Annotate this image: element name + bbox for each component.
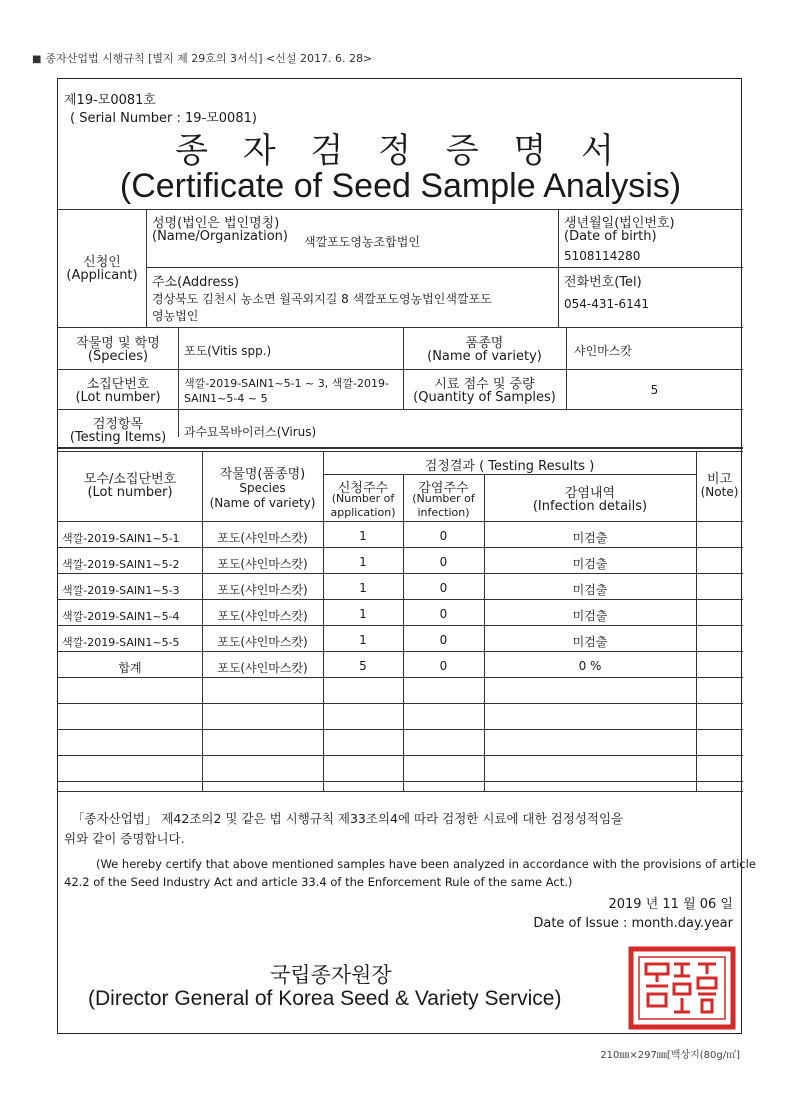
species-header-en-1: Species [239, 481, 286, 495]
divider [58, 677, 743, 678]
species-value: 포도(Vitis spp.) [184, 344, 272, 358]
lot-label-ko: 소집단번호 [86, 377, 150, 392]
legal-reference [32, 50, 372, 66]
applicant-label-en: (Applicant) [66, 268, 138, 283]
variety-label-ko: 품종명 [465, 336, 504, 351]
testing-items-label-en: (Testing Items) [69, 430, 167, 445]
row-3-infected: 0 [439, 581, 448, 595]
divider [58, 625, 743, 626]
variety-value: 샤인마스캇 [574, 344, 632, 358]
row-1-details: 미검출 [572, 531, 608, 545]
row-5-applied: 1 [359, 633, 367, 647]
total-infected: 0 [439, 659, 448, 673]
title-korean: 종 자 검 정 증 명 서 [175, 131, 626, 171]
divider [58, 447, 743, 449]
issue-date: 2019 년 11 월 06 일 [608, 897, 733, 912]
row-2-species: 포도(샤인마스캇) [217, 557, 308, 571]
divider [58, 791, 743, 792]
lot-header-en: (Lot number) [87, 485, 173, 500]
details-header-en: (Infection details) [532, 499, 648, 514]
name-label-en: (Name/Organization) [152, 229, 288, 244]
row-2-applied: 1 [359, 555, 367, 569]
serial-number-ko: 제19-모0081호 [64, 93, 156, 108]
divider [178, 327, 179, 437]
row-5-species: 포도(샤인마스캇) [217, 635, 308, 649]
divider [58, 703, 743, 704]
row-4-species: 포도(샤인마스캇) [217, 609, 308, 623]
row-4-infected: 0 [439, 607, 448, 621]
details-header-ko: 감염내역 [564, 486, 616, 501]
divider [696, 451, 697, 791]
divider [58, 451, 743, 452]
legal-note-text: 종자산업법 시행규칙 [별지 제 29호의 3서식] <신설 2017. 6. 28> [45, 52, 373, 65]
director-title-ko: 국립종자원장 [270, 963, 392, 987]
address-label: 주소(Address) [152, 275, 240, 290]
row-4-lot: 색깔-2019-SAIN1~5-4 [62, 610, 180, 623]
divider [58, 755, 743, 756]
infected-header-ko: 감염주수 [418, 481, 469, 496]
row-1-species: 포도(샤인마스캇) [217, 531, 308, 545]
divider [58, 327, 743, 328]
tel-value: 054-431-6141 [564, 297, 650, 311]
quantity-label-en: (Quantity of Samples) [413, 390, 556, 405]
divider [58, 599, 743, 600]
total-details: 0 % [578, 659, 602, 673]
note-header-ko: 비고 [706, 472, 733, 487]
row-3-lot: 색깔-2019-SAIN1~5-3 [62, 584, 180, 597]
row-4-details: 미검출 [572, 609, 608, 623]
applied-header-en-1: (Number of [331, 492, 395, 505]
lot-header-ko: 모수/소집단번호 [83, 472, 177, 487]
testing-items-label-ko: 검정항목 [92, 417, 144, 432]
issue-date-label: Date of Issue : month.day.year [533, 916, 733, 931]
row-1-infected: 0 [439, 529, 448, 543]
total-label: 합계 [118, 661, 142, 675]
infected-header-en-2: infection) [417, 506, 470, 519]
total-species: 포도(샤인마스캇) [217, 661, 308, 675]
row-1-lot: 색깔-2019-SAIN1~5-1 [62, 532, 180, 545]
applied-header-ko: 신청주수 [337, 481, 389, 496]
divider [58, 521, 743, 522]
official-seal-icon [628, 946, 736, 1030]
divider [58, 369, 743, 370]
square-bullet-icon: ■ [32, 54, 42, 65]
applicant-name-value: 색깔포도영농조합법인 [304, 235, 420, 249]
paper-size-note: 210㎜×297㎜[백상지(80g/㎡] [600, 1050, 740, 1061]
serial-number-en: ( Serial Number : 19-모0081) [70, 111, 257, 126]
applied-header-en-2: application) [330, 506, 396, 519]
divider [58, 573, 743, 574]
applicant-label-ko: 신청인 [83, 255, 121, 270]
row-5-lot: 색깔-2019-SAIN1~5-5 [62, 636, 180, 649]
row-5-details: 미검출 [572, 635, 608, 649]
species-header-ko: 작물명(품종명) [219, 467, 306, 482]
quantity-label-ko: 시료 점수 및 중량 [434, 377, 535, 392]
certification-en-line-2: 42.2 of the Seed Industry Act and article 33.4 of the Enforcement Rule of the same Act.) [64, 875, 573, 889]
address-line-1: 경상북도 김천시 농소면 월곡외지길 8 색깔포도영농법인색깔포도 [152, 292, 492, 306]
divider [58, 547, 743, 548]
row-3-applied: 1 [359, 581, 367, 595]
species-label-en: (Species) [87, 349, 149, 364]
tel-label: 전화번호(Tel) [564, 275, 642, 290]
row-2-lot: 색깔-2019-SAIN1~5-2 [62, 558, 180, 571]
certification-ko-line-1: 「종자산업법」 제42조의2 및 같은 법 시행규칙 제33조의4에 따라 검정한 시료에 대한 검정성적임을 [72, 811, 624, 826]
quantity-value: 5 [650, 383, 659, 397]
row-4-applied: 1 [359, 607, 367, 621]
divider [323, 474, 696, 475]
certification-en-line-1: (We hereby certify that above mentioned samples have been analyzed in accordance with the provisions of article [96, 857, 756, 871]
results-header: 검정결과 ( Testing Results ) [424, 459, 595, 474]
divider [58, 651, 743, 652]
divider [146, 209, 147, 327]
lot-value-line-2: SAIN1~5-4 ~ 5 [184, 392, 268, 405]
row-1-applied: 1 [359, 529, 367, 543]
divider [58, 729, 743, 730]
note-header-en: (Note) [700, 485, 739, 499]
certificate-frame [57, 78, 756, 1034]
variety-label-en: (Name of variety) [427, 349, 542, 364]
birth-label-en: (Date of birth) [564, 229, 657, 244]
divider [558, 209, 559, 327]
title-english: (Certificate of Seed Sample Analysis) [119, 167, 682, 205]
row-2-infected: 0 [439, 555, 448, 569]
divider [58, 409, 743, 410]
certification-ko-line-2: 위와 같이 증명합니다. [64, 831, 185, 846]
divider [146, 267, 743, 268]
address-line-2: 영농법인 [152, 309, 199, 323]
divider [58, 781, 743, 782]
lot-label-en: (Lot number) [75, 390, 161, 405]
species-header-en-2: (Name of variety) [209, 496, 316, 510]
testing-items-value: 과수묘목바이러스(Virus) [184, 425, 317, 439]
birth-value: 5108114280 [564, 249, 641, 263]
birth-label-ko: 생년월일(법인번호) [564, 216, 675, 231]
lot-value-line-1: 색깔-2019-SAIN1~5-1 ~ 3, 색깔-2019- [184, 377, 389, 390]
row-3-details: 미검출 [572, 583, 608, 597]
total-applied: 5 [359, 659, 367, 673]
infected-header-en-1: (Number of [412, 492, 475, 505]
species-label-ko: 작물명 및 학명 [76, 336, 160, 351]
name-label-ko: 성명(법인은 법인명칭) [152, 216, 280, 231]
director-title-en: (Director General of Korea Seed & Variety Service) [88, 987, 562, 1010]
row-5-infected: 0 [439, 633, 448, 647]
divider [58, 209, 743, 210]
row-2-details: 미검출 [572, 557, 608, 571]
row-3-species: 포도(샤인마스캇) [217, 583, 308, 597]
